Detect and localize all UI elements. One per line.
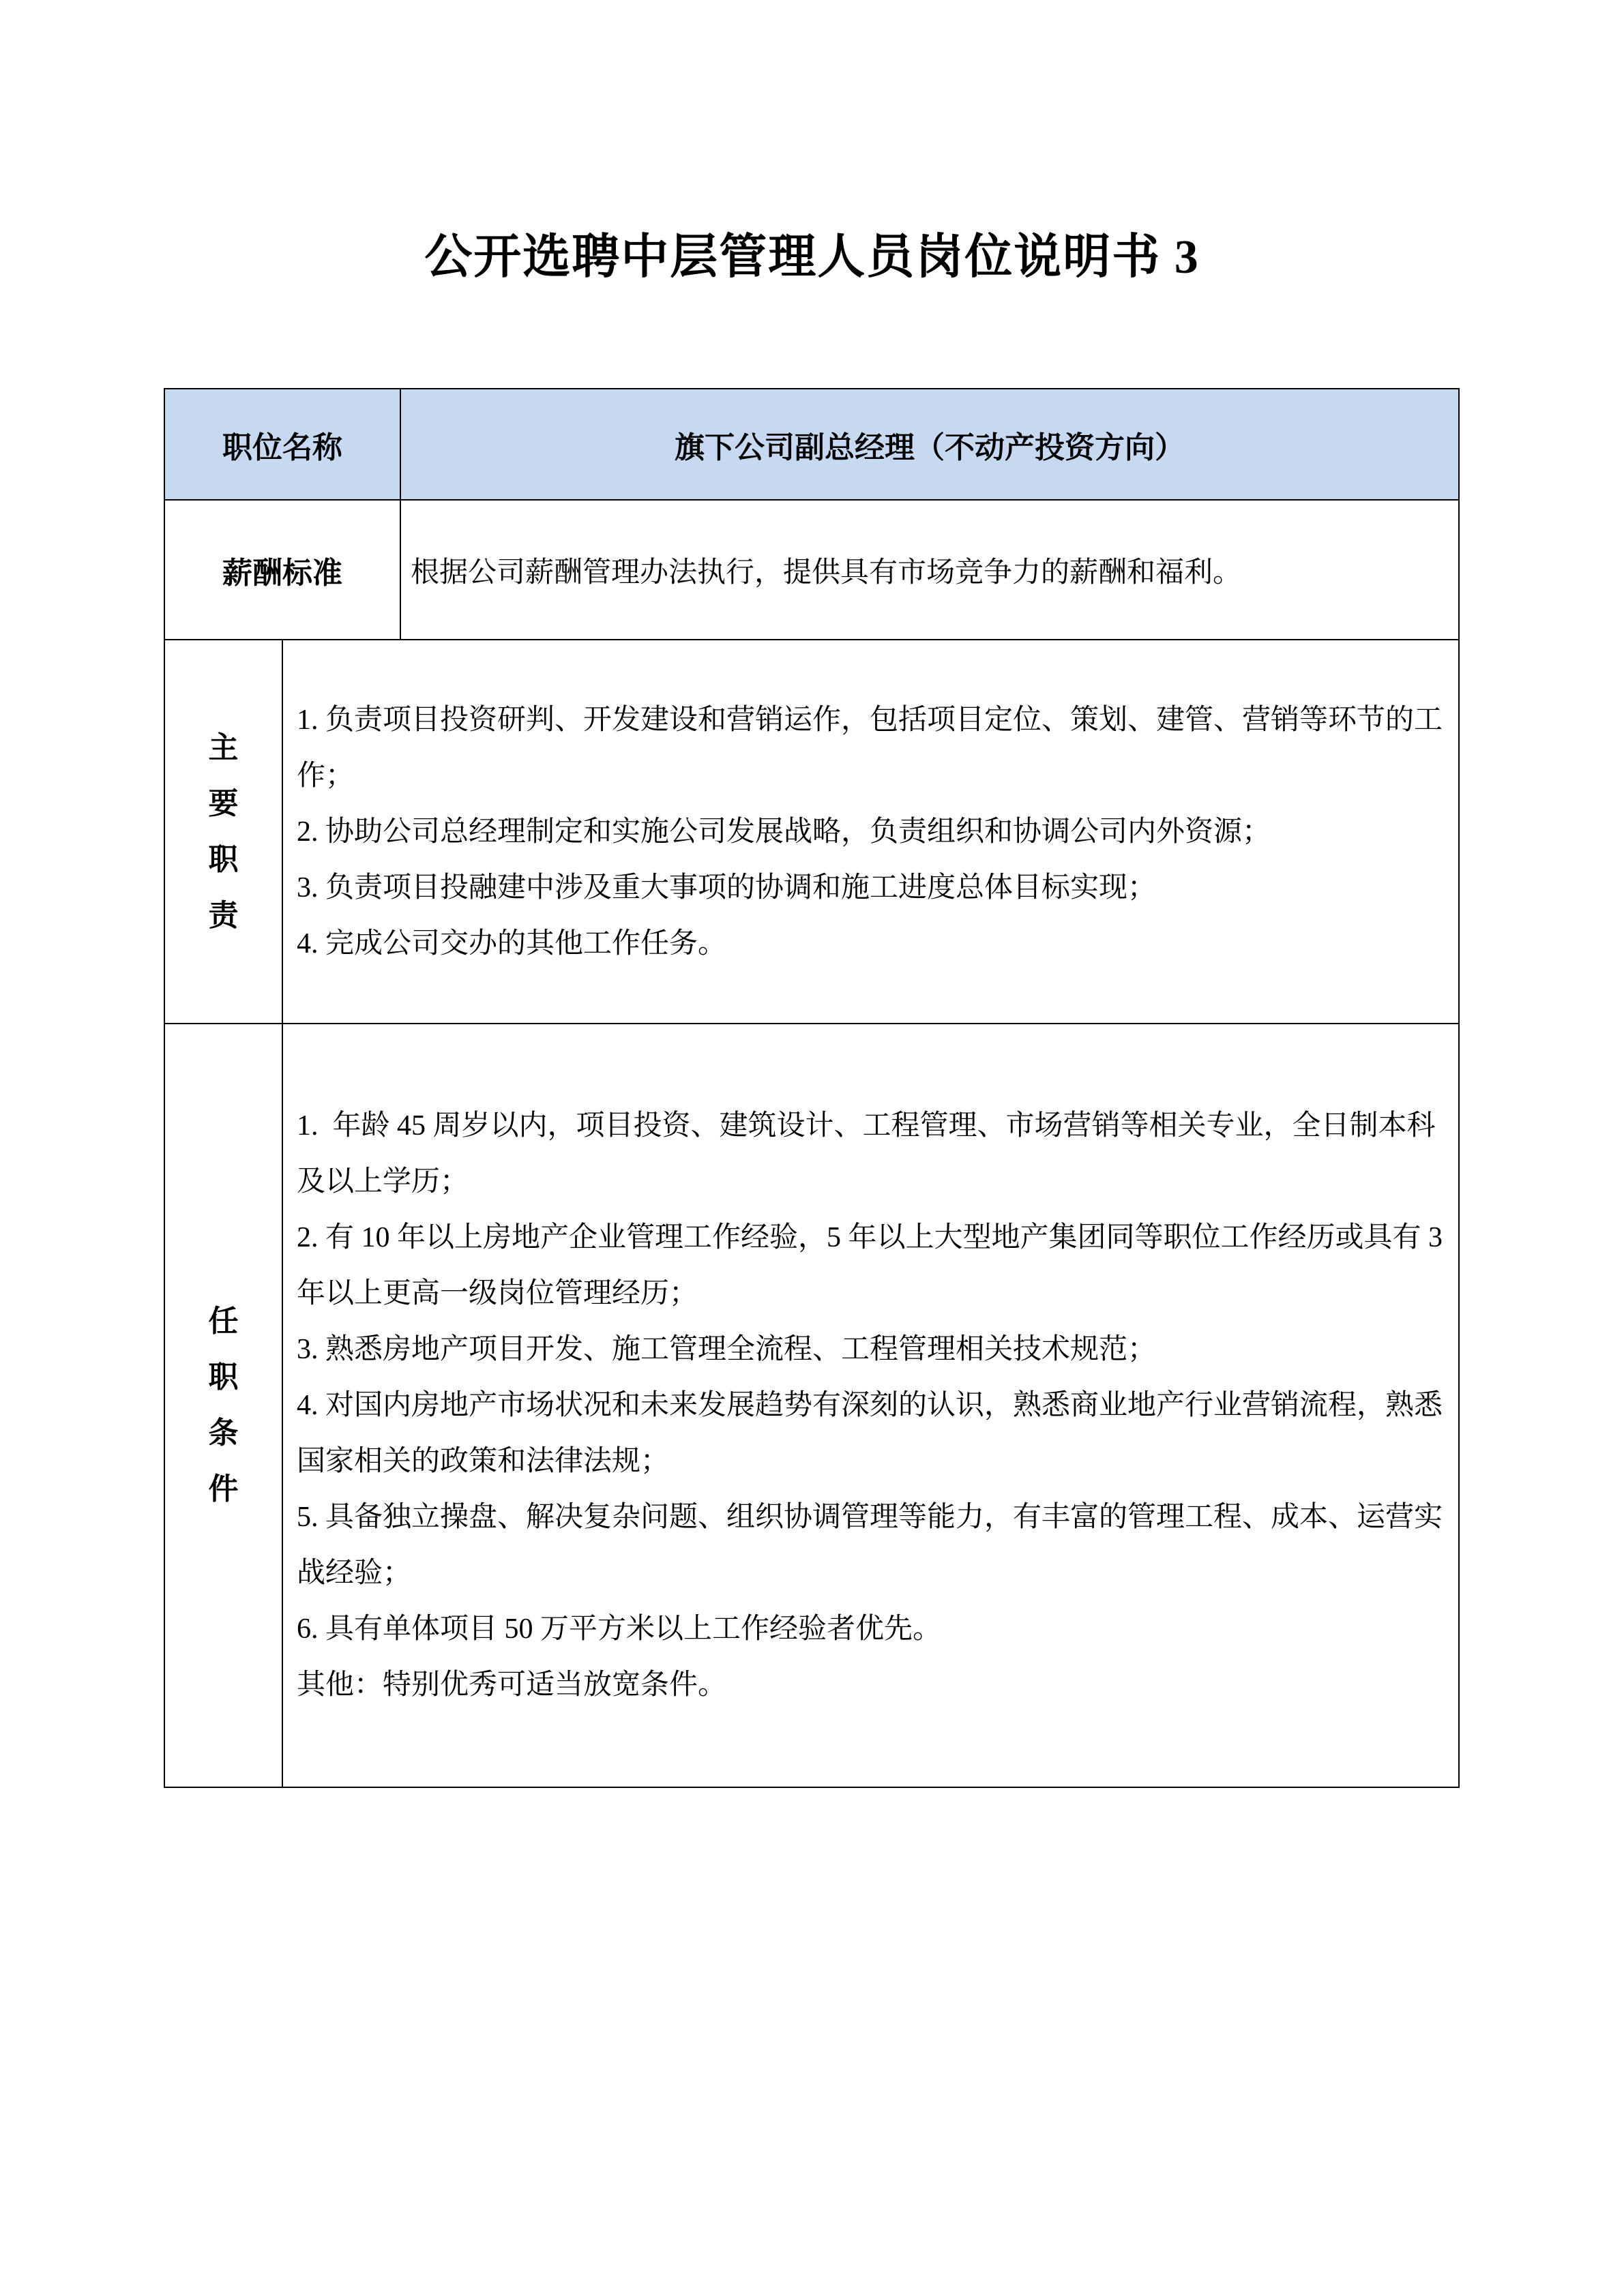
qualification-item: 3. 熟悉房地产项目开发、施工管理全流程、工程管理相关技术规范； — [297, 1334, 1157, 1365]
main-duty-item: 3. 负责项目投融建中涉及重大事项的协调和施工进度总体目标实现； — [297, 871, 1157, 904]
position-name-label: 职位名称 — [165, 389, 401, 499]
table-row-qualifications — [165, 1024, 1458, 1787]
qualifications-label-cell — [165, 1024, 283, 1787]
main-duties-list — [283, 640, 1458, 1023]
qualification-item: 4. 对国内房地产市场状况和未来发展趋势有深刻的认识，熟悉商业地产行业营销流程，熟悉国家相关的政策和法律法规； — [297, 1390, 1443, 1477]
salary-standard-label: 薪酬标准 — [165, 501, 401, 639]
main-duty-item: 2. 协助公司总经理制定和实施公司发展战略，负责组织和协调公司内外资源； — [297, 816, 1271, 848]
qualifications-label: 任职条件 — [208, 1304, 239, 1506]
main-duty-item: 1. 负责项目投资研判、开发建设和营销运作，包括项目定位、策划、建管、营销等环节的工作； — [297, 704, 1443, 792]
main-duties-label: 主要职责 — [208, 730, 239, 932]
table-row-salary-standard — [165, 501, 1458, 640]
qualification-item: 其他：特别优秀可适当放宽条件。 — [297, 1669, 727, 1701]
qualification-item: 2. 有 10 年以上房地产企业管理工作经验，5 年以上大型地产集团同等职位工作经历或具有 3 年以上更高一级岗位管理经历； — [297, 1222, 1450, 1309]
main-duty-item: 4. 完成公司交办的其他工作任务。 — [297, 927, 727, 959]
main-duties-label-cell — [165, 640, 283, 1023]
job-description-table — [164, 388, 1460, 1788]
table-row-position-name — [165, 389, 1458, 501]
position-name-value: 旗下公司副总经理（不动产投资方向） — [675, 430, 1185, 464]
table-row-main-duties — [165, 640, 1458, 1024]
qualification-item: 5. 具备独立操盘、解决复杂问题、组织协调管理等能力，有丰富的管理工程、成本、运营实战经验； — [297, 1502, 1443, 1589]
page-title: 公开选聘中层管理人员岗位说明书 3 — [424, 231, 1200, 284]
qualification-item: 6. 具有单体项目 50 万平方米以上工作经验者优先。 — [297, 1613, 942, 1645]
qualification-item: 1. 年龄 45 周岁以内，项目投资、建筑设计、工程管理、市场营销等相关专业，全日制本科及以上学历； — [297, 1110, 1436, 1197]
qualifications-list — [283, 1024, 1458, 1787]
salary-standard-value: 根据公司薪酬管理办法执行，提供具有市场竞争力的薪酬和福利。 — [411, 556, 1242, 588]
